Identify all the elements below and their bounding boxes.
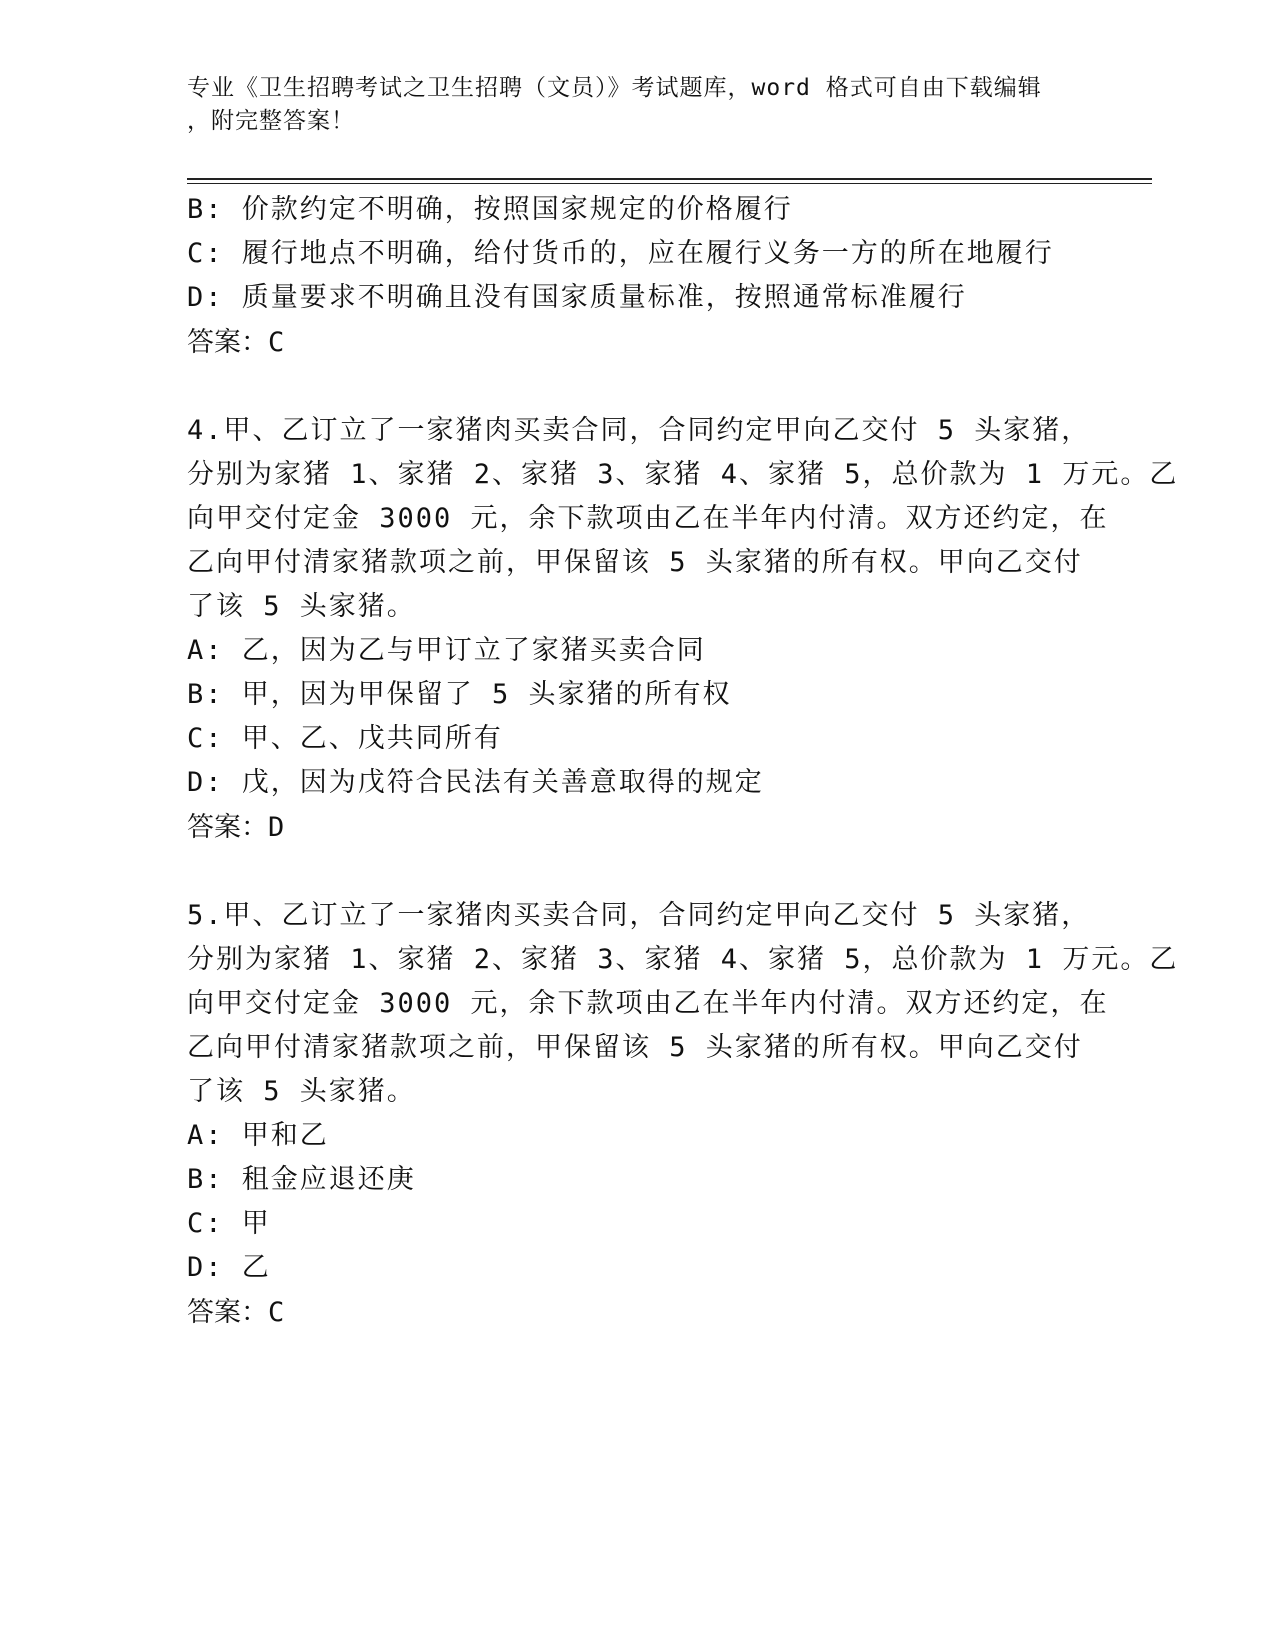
q4-stem-line: 向甲交付定金 3000 元，余下款项由乙在半年内付清。双方还约定，在 [187, 503, 1109, 534]
header-line-1: 专业《卫生招聘考试之卫生招聘（文员）》考试题库，word 格式可自由下载编辑 [187, 75, 1042, 101]
q3-option-b: B: 价款约定不明确，按照国家规定的价格履行 [187, 194, 793, 225]
q5-option-d: D: 乙 [187, 1252, 271, 1283]
q4-stem-line: 了该 5 头家猪。 [187, 591, 416, 622]
q3-option-d: D: 质量要求不明确且没有国家质量标准，按照通常标准履行 [187, 282, 967, 313]
q5-stem-line: 分别为家猪 1、家猪 2、家猪 3、家猪 4、家猪 5，总价款为 1 万元。乙 [187, 944, 1179, 975]
q4-option-a: A: 乙，因为乙与甲订立了家猪买卖合同 [187, 635, 706, 666]
q3-answer: 答案：C [187, 327, 285, 358]
q4-stem-line: 4.甲、乙订立了一家猪肉买卖合同，合同约定甲向乙交付 5 头家猪， [187, 415, 1091, 446]
q3-option-c: C: 履行地点不明确，给付货币的，应在履行义务一方的所在地履行 [187, 238, 1054, 269]
q4-option-c: C: 甲、乙、戊共同所有 [187, 723, 503, 754]
q4-option-b: B: 甲，因为甲保留了 5 头家猪的所有权 [187, 679, 732, 710]
q5-option-b: B: 租金应退还庚 [187, 1164, 416, 1195]
q5-answer: 答案：C [187, 1297, 285, 1328]
q5-stem-line: 了该 5 头家猪。 [187, 1076, 416, 1107]
q5-option-a: A: 甲和乙 [187, 1120, 329, 1151]
q4-stem-line: 乙向甲付清家猪款项之前，甲保留该 5 头家猪的所有权。甲向乙交付 [187, 547, 1083, 578]
q5-stem-line: 5.甲、乙订立了一家猪肉买卖合同，合同约定甲向乙交付 5 头家猪， [187, 900, 1091, 931]
header-divider-thin [187, 183, 1152, 184]
page-header [187, 72, 1067, 138]
q5-stem-line: 向甲交付定金 3000 元，余下款项由乙在半年内付清。双方还约定，在 [187, 988, 1109, 1019]
q4-answer: 答案：D [187, 812, 285, 843]
q5-option-c: C: 甲 [187, 1208, 271, 1239]
header-line-2: ，附完整答案！ [187, 108, 355, 134]
q4-option-d: D: 戊，因为戊符合民法有关善意取得的规定 [187, 767, 764, 798]
q4-stem-line: 分别为家猪 1、家猪 2、家猪 3、家猪 4、家猪 5，总价款为 1 万元。乙 [187, 459, 1179, 490]
q5-stem-line: 乙向甲付清家猪款项之前，甲保留该 5 头家猪的所有权。甲向乙交付 [187, 1032, 1083, 1063]
header-divider-thick [187, 178, 1152, 180]
